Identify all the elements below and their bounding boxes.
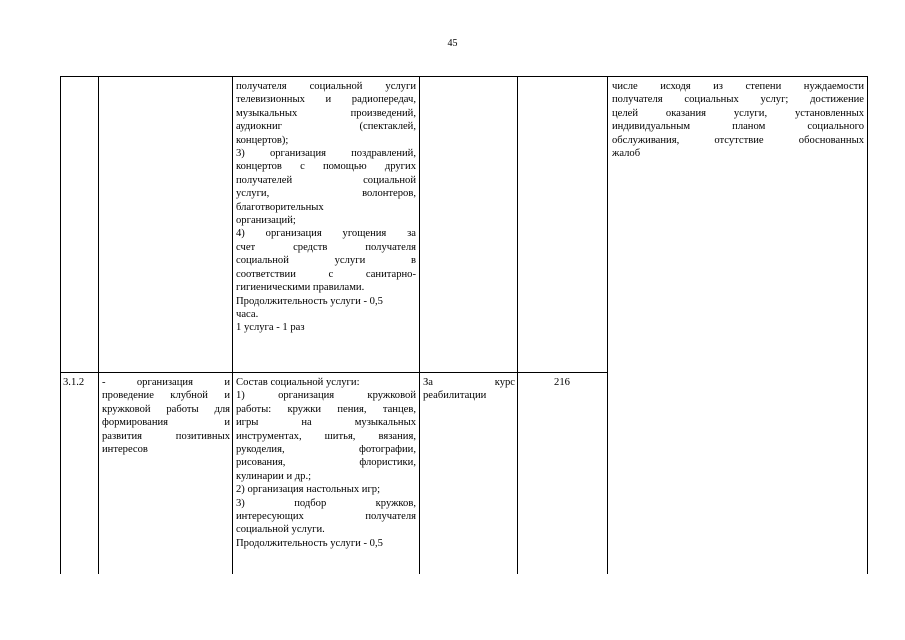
table-border-right <box>867 76 868 574</box>
quality-criteria: числе исходя из степени нуждаемости получателя социальных услуг; достижение целей оказания услуги, установленных индивидуальным планом социального обслуживания, отсутствие обоснованных жалоб <box>612 81 864 160</box>
service-count: 216 <box>554 377 570 388</box>
row-divider <box>60 372 608 373</box>
page-number: 45 <box>447 38 458 49</box>
row-number: 3.1.2 <box>63 377 85 388</box>
column-divider <box>232 76 233 574</box>
column-divider <box>607 76 608 574</box>
services-table <box>60 76 868 574</box>
service-period: За курс реабилитации <box>423 377 515 402</box>
column-divider <box>517 76 518 574</box>
table-border-left <box>60 76 61 574</box>
service-content: Состав социальной услуги: 1) организация кружковой работы: кружки пения, танцев, игры на музыкальных инструментах, шитья, вязания, рукоделия, фотографии, рисования, флористики, кулинарии и др.; 2) организация настольных игр; 3) подбор кружков, интересующих получателя социальной услуги. Продолжительность услуги - 0,5 <box>236 377 416 549</box>
service-name: - организация и проведение клубной и кружковой работы для формирования и развития позитивных интересов <box>102 377 230 456</box>
table-border-top <box>60 76 868 77</box>
column-divider <box>419 76 420 574</box>
column-divider <box>98 76 99 574</box>
service-content-continued: получателя социальной услуги телевизионных и радиопередач, музыкальных произведений, аудиокниг (спектаклей, концертов); 3) организация поздравлений, концертов с помощью других получателей социальной услуги, волонтеров, благотворительных организаций; 4) организация угощения за счет средств получателя социальной услуги в соответствии с санитарно- гигиеническими правилами. Продолжительность услуги - 0,5 часа. 1 услуга - 1 раз <box>236 81 416 334</box>
